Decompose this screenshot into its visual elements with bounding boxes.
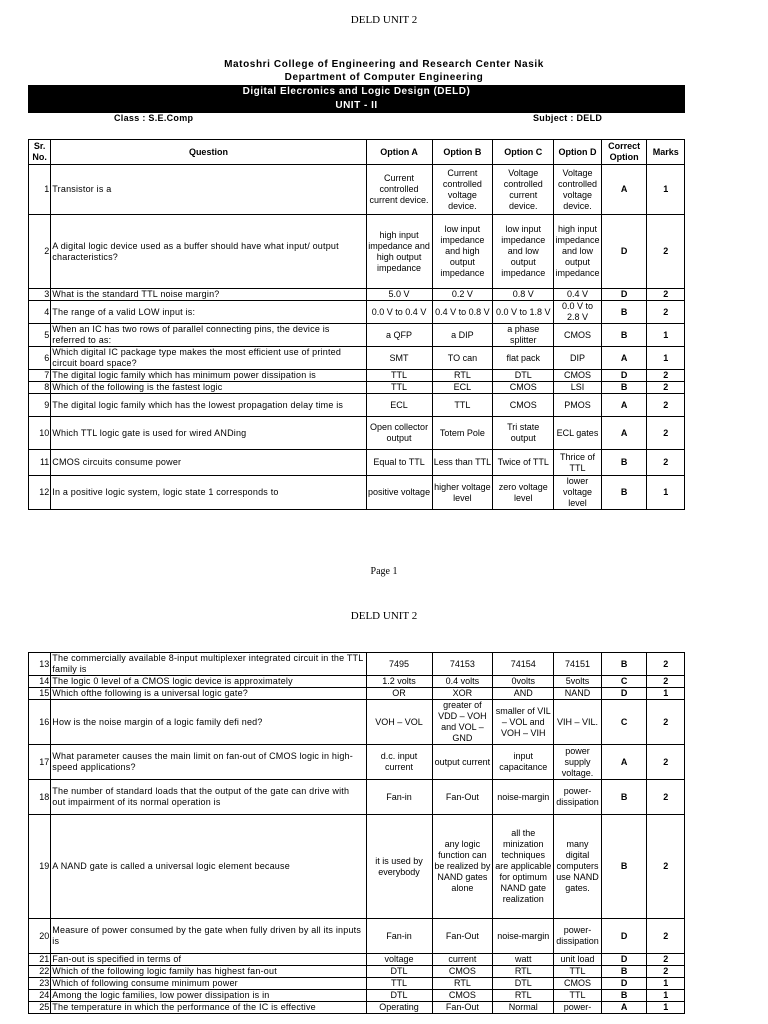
question-text: The range of a valid LOW input is:: [51, 301, 366, 324]
question-number: 19: [29, 815, 51, 919]
table-row: [29, 165, 685, 215]
question-number: 6: [29, 347, 51, 370]
correct-option: C: [601, 676, 647, 688]
marks: 2: [647, 450, 685, 476]
option-d: NAND: [554, 688, 602, 700]
marks: 2: [647, 370, 685, 382]
page-footer: Page 1: [370, 566, 398, 577]
option-c: CMOS: [493, 382, 554, 394]
option-b: 0.4 volts: [432, 676, 493, 688]
question-table-page1: [28, 139, 685, 510]
question-number: 17: [29, 745, 51, 780]
option-d: Voltage controlled voltage device.: [554, 165, 602, 215]
option-c: RTL: [493, 990, 554, 1002]
correct-option: B: [601, 653, 647, 676]
option-b: low input impedance and high output impedance: [432, 215, 493, 289]
option-c: Twice of TTL: [493, 450, 554, 476]
page2-header: DELD UNIT 2: [350, 610, 418, 622]
option-d: ECL gates: [554, 417, 602, 450]
option-b: RTL: [432, 978, 493, 990]
marks: 2: [647, 700, 685, 745]
correct-option: B: [601, 990, 647, 1002]
question-number: 23: [29, 978, 51, 990]
correct-option: D: [601, 978, 647, 990]
option-b: 0.4 V to 0.8 V: [432, 301, 493, 324]
question-text: CMOS circuits consume power: [51, 450, 366, 476]
option-a: 5.0 V: [366, 289, 432, 301]
option-d: high input impedance and low output impedance: [554, 215, 602, 289]
question-number: 22: [29, 966, 51, 978]
correct-option: A: [601, 347, 647, 370]
option-c: 74154: [493, 653, 554, 676]
table-row: [29, 676, 685, 688]
option-c: smaller of VIL – VOL and VOH – VIH: [493, 700, 554, 745]
correct-option: C: [601, 700, 647, 745]
question-number: 2: [29, 215, 51, 289]
correct-option: B: [601, 815, 647, 919]
option-b: RTL: [432, 370, 493, 382]
question-text: A NAND gate is called a universal logic element because: [51, 815, 366, 919]
marks: 1: [647, 990, 685, 1002]
question-text: A digital logic device used as a buffer should have what input/ output characteristics?: [51, 215, 366, 289]
unit-title: UNIT - II: [335, 100, 378, 111]
option-c: DTL: [493, 978, 554, 990]
option-d: TTL: [554, 966, 602, 978]
option-a: DTL: [366, 990, 432, 1002]
page-header: DELD UNIT 2: [350, 14, 418, 26]
table-row: [29, 476, 685, 510]
option-c: watt: [493, 954, 554, 966]
option-d: 0.4 V: [554, 289, 602, 301]
marks: 2: [647, 745, 685, 780]
table-row: [29, 688, 685, 700]
option-a: Current controlled current device.: [366, 165, 432, 215]
question-number: 3: [29, 289, 51, 301]
correct-option: B: [601, 382, 647, 394]
marks: 1: [647, 476, 685, 510]
table-row: [29, 780, 685, 815]
question-number: 18: [29, 780, 51, 815]
option-a: high input impedance and high output impedance: [366, 215, 432, 289]
question-text: Which of the following is the fastest logic: [51, 382, 366, 394]
correct-option: D: [601, 370, 647, 382]
question-number: 9: [29, 394, 51, 417]
option-c: 0.0 V to 1.8 V: [493, 301, 554, 324]
college-name: Matoshri College of Engineering and Research Center Nasik: [224, 59, 544, 70]
question-number: 5: [29, 324, 51, 347]
question-text: Fan-out is specified in terms of: [51, 954, 366, 966]
question-number: 12: [29, 476, 51, 510]
marks: 2: [647, 676, 685, 688]
correct-option: D: [601, 688, 647, 700]
correct-option: A: [601, 165, 647, 215]
option-d: 74151: [554, 653, 602, 676]
table-row: [29, 215, 685, 289]
col-option-b-header: Option B: [432, 140, 493, 165]
option-a: 7495: [366, 653, 432, 676]
option-d: CMOS: [554, 370, 602, 382]
marks: 2: [647, 653, 685, 676]
correct-option: B: [601, 301, 647, 324]
option-b: ECL: [432, 382, 493, 394]
option-a: positive voltage: [366, 476, 432, 510]
question-number: 20: [29, 919, 51, 954]
option-d: VIH – VIL.: [554, 700, 602, 745]
question-number: 21: [29, 954, 51, 966]
option-a: Fan-in: [366, 919, 432, 954]
table-row: [29, 1002, 685, 1014]
question-number: 11: [29, 450, 51, 476]
option-b: Fan-Out: [432, 919, 493, 954]
marks: 2: [647, 815, 685, 919]
option-c: flat pack: [493, 347, 554, 370]
table-row: [29, 394, 685, 417]
table-row: [29, 289, 685, 301]
option-a: 1.2 volts: [366, 676, 432, 688]
correct-option: B: [601, 324, 647, 347]
option-d: PMOS: [554, 394, 602, 417]
option-b: TTL: [432, 394, 493, 417]
option-d: lower voltage level: [554, 476, 602, 510]
col-sr-header: Sr. No.: [29, 140, 51, 165]
question-number: 25: [29, 1002, 51, 1014]
subject-label: Subject : DELD: [533, 113, 603, 123]
table-row: [29, 990, 685, 1002]
option-b: 74153: [432, 653, 493, 676]
option-b: 0.2 V: [432, 289, 493, 301]
question-number: 24: [29, 990, 51, 1002]
option-d: TTL: [554, 990, 602, 1002]
option-d: power-dissipation: [554, 919, 602, 954]
question-text: When an IC has two rows of parallel connecting pins, the device is referred to as:: [51, 324, 366, 347]
correct-option: B: [601, 966, 647, 978]
question-text: The commercially available 8-input multiplexer integrated circuit in the TTL family is: [51, 653, 366, 676]
option-a: Equal to TTL: [366, 450, 432, 476]
option-b: XOR: [432, 688, 493, 700]
correct-option: B: [601, 476, 647, 510]
marks: 1: [647, 688, 685, 700]
marks: 2: [647, 954, 685, 966]
question-number: 1: [29, 165, 51, 215]
question-text: How is the noise margin of a logic family defi ned?: [51, 700, 366, 745]
option-b: output current: [432, 745, 493, 780]
correct-option: D: [601, 215, 647, 289]
option-b: any logic function can be realized by NAND gates alone: [432, 815, 493, 919]
option-b: Fan-Out: [432, 780, 493, 815]
question-number: 4: [29, 301, 51, 324]
option-c: CMOS: [493, 394, 554, 417]
table-row: [29, 382, 685, 394]
option-b: higher voltage level: [432, 476, 493, 510]
table-row: [29, 966, 685, 978]
option-c: input capacitance: [493, 745, 554, 780]
option-c: zero voltage level: [493, 476, 554, 510]
option-c: low input impedance and low output impedance: [493, 215, 554, 289]
option-c: all the minization techniques are applicable for optimum NAND gate realization: [493, 815, 554, 919]
option-b: current: [432, 954, 493, 966]
option-b: Fan-Out: [432, 1002, 493, 1014]
option-d: 5volts: [554, 676, 602, 688]
marks: 2: [647, 394, 685, 417]
option-a: TTL: [366, 370, 432, 382]
col-question-header: Question: [51, 140, 366, 165]
col-correct-header: Correct Option: [601, 140, 647, 165]
option-a: a QFP: [366, 324, 432, 347]
table-row: [29, 700, 685, 745]
correct-option: A: [601, 745, 647, 780]
correct-option: D: [601, 919, 647, 954]
option-d: LSI: [554, 382, 602, 394]
option-d: CMOS: [554, 324, 602, 347]
marks: 2: [647, 215, 685, 289]
marks: 2: [647, 780, 685, 815]
question-text: The logic 0 level of a CMOS logic device is approximately: [51, 676, 366, 688]
option-d: unit load: [554, 954, 602, 966]
option-b: a DIP: [432, 324, 493, 347]
option-c: AND: [493, 688, 554, 700]
option-c: noise-margin: [493, 780, 554, 815]
marks: 1: [647, 165, 685, 215]
table-row: [29, 450, 685, 476]
option-a: Operating: [366, 1002, 432, 1014]
table-row: [29, 653, 685, 676]
question-text: The number of standard loads that the output of the gate can drive with out impairment of its normal operation is: [51, 780, 366, 815]
marks: 1: [647, 324, 685, 347]
marks: 2: [647, 382, 685, 394]
question-text: The temperature in which the performance of the IC is effective: [51, 1002, 366, 1014]
option-b: greater of VDD – VOH and VOL – GND: [432, 700, 493, 745]
question-text: Which digital IC package type makes the most efficient use of printed circuit board space?: [51, 347, 366, 370]
option-c: 0volts: [493, 676, 554, 688]
question-number: 7: [29, 370, 51, 382]
table-row: [29, 324, 685, 347]
question-text: Transistor is a: [51, 165, 366, 215]
table-row: [29, 347, 685, 370]
option-a: OR: [366, 688, 432, 700]
option-a: TTL: [366, 978, 432, 990]
question-number: 15: [29, 688, 51, 700]
marks: 2: [647, 301, 685, 324]
marks: 2: [647, 417, 685, 450]
option-c: Normal: [493, 1002, 554, 1014]
question-text: Which of following consume minimum power: [51, 978, 366, 990]
option-a: TTL: [366, 382, 432, 394]
option-c: Voltage controlled current device.: [493, 165, 554, 215]
question-text: Among the logic families, low power dissipation is in: [51, 990, 366, 1002]
option-b: CMOS: [432, 966, 493, 978]
option-b: TO can: [432, 347, 493, 370]
correct-option: D: [601, 954, 647, 966]
option-a: 0.0 V to 0.4 V: [366, 301, 432, 324]
table-row: [29, 815, 685, 919]
marks: 2: [647, 289, 685, 301]
option-a: Fan-in: [366, 780, 432, 815]
marks: 1: [647, 1002, 685, 1014]
option-b: Less than TTL: [432, 450, 493, 476]
department-name: Department of Computer Engineering: [284, 72, 484, 83]
option-b: Totem Pole: [432, 417, 493, 450]
marks: 2: [647, 966, 685, 978]
table-row: [29, 301, 685, 324]
question-text: In a positive logic system, logic state 1 corresponds to: [51, 476, 366, 510]
option-c: 0.8 V: [493, 289, 554, 301]
option-d: many digital computers use NAND gates.: [554, 815, 602, 919]
class-label: Class : S.E.Comp: [114, 113, 194, 123]
table-header-row: [29, 140, 685, 165]
option-a: it is used by everybody: [366, 815, 432, 919]
question-number: 14: [29, 676, 51, 688]
question-text: What is the standard TTL noise margin?: [51, 289, 366, 301]
marks: 2: [647, 919, 685, 954]
col-option-c-header: Option C: [493, 140, 554, 165]
option-a: DTL: [366, 966, 432, 978]
correct-option: A: [601, 1002, 647, 1014]
col-marks-header: Marks: [647, 140, 685, 165]
option-c: noise-margin: [493, 919, 554, 954]
correct-option: D: [601, 289, 647, 301]
option-c: RTL: [493, 966, 554, 978]
option-a: Open collector output: [366, 417, 432, 450]
option-c: a phase splitter: [493, 324, 554, 347]
option-d: 0.0 V to 2.8 V: [554, 301, 602, 324]
question-text: The digital logic family which has the lowest propagation delay time is: [51, 394, 366, 417]
col-option-d-header: Option D: [554, 140, 602, 165]
table-row: [29, 417, 685, 450]
question-text: What parameter causes the main limit on fan-out of CMOS logic in high-speed applications?: [51, 745, 366, 780]
question-text: Which of the following logic family has highest fan-out: [51, 966, 366, 978]
option-d: power-dissipation: [554, 780, 602, 815]
option-a: ECL: [366, 394, 432, 417]
question-text: The digital logic family which has minimum power dissipation is: [51, 370, 366, 382]
option-a: VOH – VOL: [366, 700, 432, 745]
option-b: Current controlled voltage device.: [432, 165, 493, 215]
option-a: d.c. input current: [366, 745, 432, 780]
table-row: [29, 370, 685, 382]
correct-option: B: [601, 450, 647, 476]
option-a: SMT: [366, 347, 432, 370]
option-d: power-: [554, 1002, 602, 1014]
option-a: voltage: [366, 954, 432, 966]
correct-option: B: [601, 780, 647, 815]
question-number: 10: [29, 417, 51, 450]
question-number: 16: [29, 700, 51, 745]
question-number: 8: [29, 382, 51, 394]
col-option-a-header: Option A: [366, 140, 432, 165]
table-row: [29, 919, 685, 954]
option-d: DIP: [554, 347, 602, 370]
marks: 1: [647, 347, 685, 370]
option-b: CMOS: [432, 990, 493, 1002]
question-number: 13: [29, 653, 51, 676]
question-text: Which TTL logic gate is used for wired ANDing: [51, 417, 366, 450]
option-c: Tri state output: [493, 417, 554, 450]
marks: 1: [647, 978, 685, 990]
option-d: Thrice of TTL: [554, 450, 602, 476]
option-d: power supply voltage.: [554, 745, 602, 780]
course-banner: [28, 85, 685, 113]
correct-option: A: [601, 394, 647, 417]
table-row: [29, 954, 685, 966]
course-title: Digital Elecronics and Logic Design (DELD): [242, 86, 471, 97]
question-table-page2: [28, 652, 685, 1014]
question-text: Which ofthe following is a universal logic gate?: [51, 688, 366, 700]
option-c: DTL: [493, 370, 554, 382]
table-row: [29, 978, 685, 990]
correct-option: A: [601, 417, 647, 450]
question-text: Measure of power consumed by the gate when fully driven by all its inputs is: [51, 919, 366, 954]
table-row: [29, 745, 685, 780]
option-d: CMOS: [554, 978, 602, 990]
